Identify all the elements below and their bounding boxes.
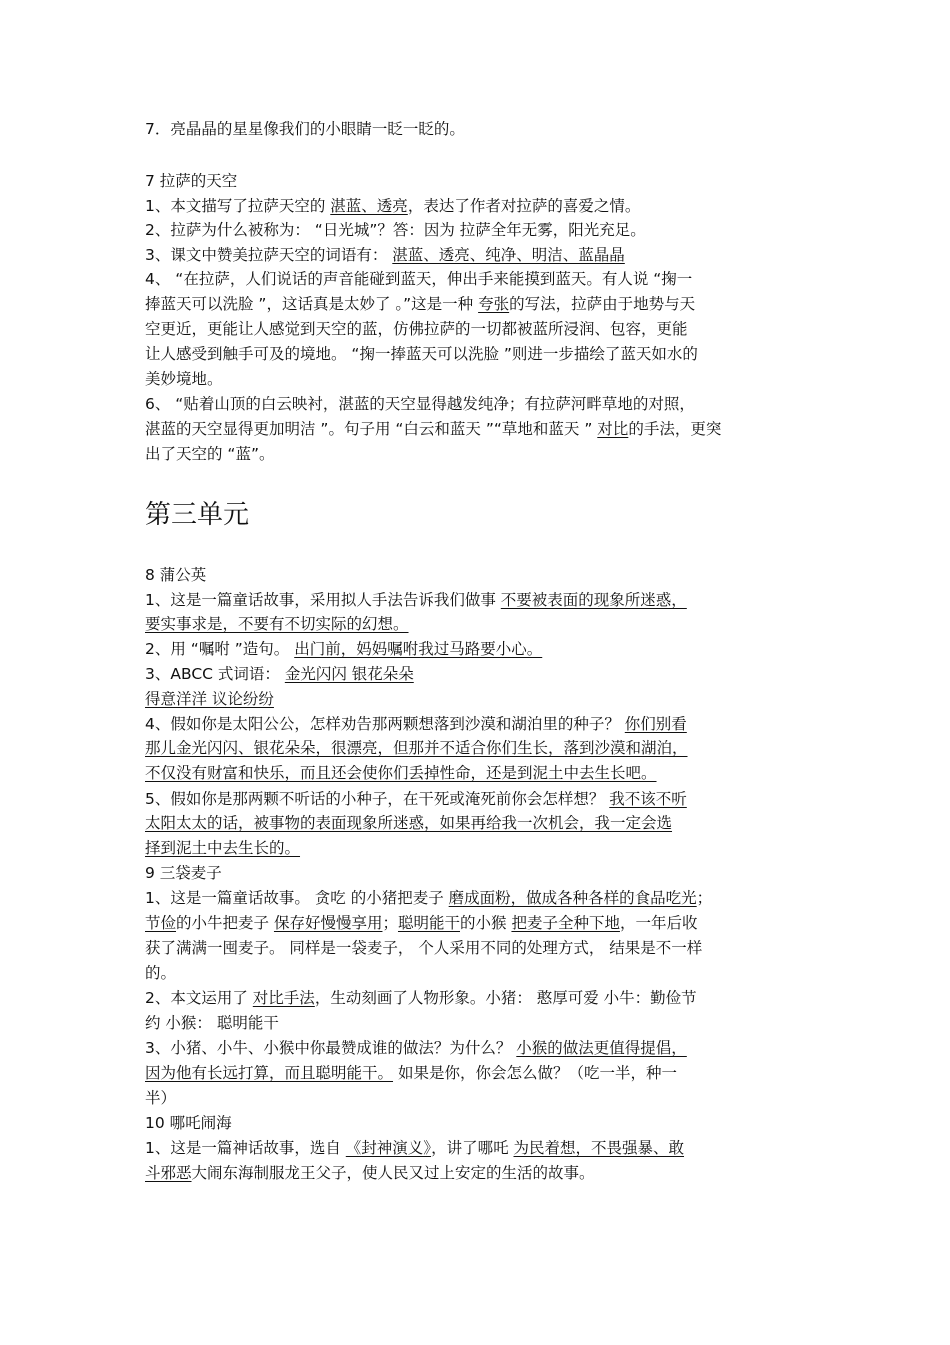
text-line: 因为他有长远打算，而且聪明能干。 如果是你，你会怎么做？（吃一半，种一	[145, 1064, 677, 1082]
lesson-title: 9 三袋麦子	[145, 864, 222, 882]
text-line: 6、 “贴着山顶的白云映衬，湛蓝的天空显得越发纯净；有拉萨河畔草地的对照，	[145, 395, 695, 413]
answer-blank: 得意洋洋 议论纷纷	[145, 690, 274, 708]
answer-blank: 把麦子全种下地	[511, 914, 620, 932]
text-line: 4、假如你是太阳公公，怎样劝告那两颗想落到沙漠和湖泊里的种子？ 你们别看	[145, 715, 687, 733]
text-line: 的。	[145, 964, 177, 982]
text-line: 1、这是一篇童话故事，采用拟人手法告诉我们做事 不要被表面的现象所迷惑，	[145, 591, 687, 609]
answer-blank: 《封神演义》	[345, 1139, 432, 1157]
text-line: 3、课文中赞美拉萨天空的词语有： 湛蓝、透亮、纯净、明洁、蓝晶晶	[145, 246, 625, 264]
answer-blank: 湛蓝、透亮	[330, 197, 408, 215]
text-line: 1、这是一篇神话故事，选自 《封神演义》，讲了哪吒 为民着想，不畏强暴、敢	[145, 1139, 685, 1157]
answer-blank: 我不该不听	[609, 790, 687, 808]
answer-blank: 夸张	[478, 295, 510, 313]
text-line: 获了满满一囤麦子。 同样是一袋麦子， 个人采用不同的处理方式， 结果是不一样	[145, 939, 703, 957]
answer-blank: 不要被表面的现象所迷惑，	[500, 591, 687, 609]
text-line: 1、本文描写了拉萨天空的 湛蓝、透亮，表达了作者对拉萨的喜爱之情。	[145, 197, 641, 215]
text-line: 斗邪恶大闹东海制服龙王父子，使人民又过上安定的生活的故事。	[145, 1164, 595, 1182]
answer-blank: 太阳太太的话，被事物的表面现象所迷惑，如果再给我一次机会，我一定会选	[145, 814, 673, 832]
text-line	[145, 763, 825, 785]
answer-blank: 节俭	[145, 914, 177, 932]
text-line	[145, 689, 825, 711]
answer-blank: 斗邪恶	[145, 1164, 192, 1182]
text-line: 捧蓝天可以洗脸 ”，这话真是太妙了 。”这是一种 夸张的写法，拉萨由于地势与天	[145, 295, 696, 313]
text-line: 1、这是一篇童话故事。 贪吃 的小猪把麦子 磨成面粉，做成各种各样的食品吃光；	[145, 889, 713, 907]
text-line: 7．亮晶晶的星星像我们的小眼睛一眨一眨的。	[145, 120, 465, 138]
text-line: 约 小猴： 聪明能干	[145, 1014, 279, 1032]
text-line: 2、拉萨为什么被称为： “日光城”？答：因为 拉萨全年无雾，阳光充足。	[145, 221, 646, 239]
text-line	[145, 738, 825, 760]
answer-blank: 对比手法	[252, 989, 315, 1007]
answer-blank: 小猴的做法更值得提倡，	[516, 1039, 687, 1057]
text-line: 美妙境地。	[145, 370, 223, 388]
answer-blank: 你们别看	[624, 715, 687, 733]
answer-blank: 不仅没有财富和快乐，而且还会使你们丢掉性命，还是到泥土中去生长吧。	[145, 764, 657, 782]
answer-blank: 对比	[597, 420, 629, 438]
answer-blank: 要实事求是，不要有不切实际的幻想。	[145, 615, 409, 633]
text-line	[145, 838, 825, 860]
answer-blank: 磨成面粉，做成各种各样的食品吃光	[448, 889, 697, 907]
answer-blank: 为民着想，不畏强暴、敢	[513, 1139, 685, 1157]
text-line	[145, 614, 825, 636]
text-line: 湛蓝的天空显得更加明洁 ”。句子用 “白云和蓝天 ”“草地和蓝天 ” 对比的手法，更突	[145, 420, 722, 438]
text-line: 3、ABCC 式词语： 金光闪闪 银花朵朵	[145, 665, 414, 683]
answer-blank: 那儿金光闪闪、银花朵朵，很漂亮，但那并不适合你们生长，落到沙漠和湖泊，	[145, 739, 688, 757]
text-line: 空更近，更能让人感觉到天空的蓝，仿佛拉萨的一切都被蓝所浸润、包容，更能	[145, 320, 688, 338]
text-line: 2、用 “嘱咐 ”造句。 出门前，妈妈嘱咐我过马路要小心。	[145, 640, 543, 658]
answer-blank: 因为他有长远打算，而且聪明能干。	[145, 1064, 394, 1082]
text-line: 节俭的小牛把麦子 保存好慢慢享用；聪明能干的小猴 把麦子全种下地，一年后收	[145, 914, 698, 932]
text-line: 3、小猪、小牛、小猴中你最赞成谁的做法？为什么？ 小猴的做法更值得提倡，	[145, 1039, 687, 1057]
answer-blank: 保存好慢慢享用	[273, 914, 383, 932]
lesson-title: 7 拉萨的天空	[145, 172, 238, 190]
answer-blank: 出门前，妈妈嘱咐我过马路要小心。	[294, 640, 543, 658]
text-line: 5、假如你是那两颗不听话的小种子，在干死或淹死前你会怎样想？ 我不该不听	[145, 790, 687, 808]
answer-blank: 湛蓝、透亮、纯净、明洁、蓝晶晶	[392, 246, 625, 264]
text-line: 4、 “在拉萨，人们说话的声音能碰到蓝天，伸出手来能摸到蓝天。有人说 “掬一	[145, 270, 693, 288]
answer-blank: 择到泥土中去生长的。	[145, 839, 301, 857]
text-line	[145, 813, 825, 835]
text-line: 2、本文运用了 对比手法，生动刻画了人物形象。小猪： 憨厚可爱 小牛：勤俭节	[145, 989, 697, 1007]
text-line: 半）	[145, 1089, 177, 1107]
lesson-title: 10 哪吒闹海	[145, 1114, 232, 1132]
text-line: 让人感受到触手可及的境地。 “掬一捧蓝天可以洗脸 ”则进一步描绘了蓝天如水的	[145, 345, 698, 363]
text-line: 出了天空的 “蓝”。	[145, 445, 275, 463]
answer-blank: 聪明能干	[397, 914, 460, 932]
answer-blank: 金光闪闪 银花朵朵	[284, 665, 414, 683]
lesson-title: 8 蒲公英	[145, 566, 207, 584]
unit-heading: 第三单元	[145, 500, 250, 530]
